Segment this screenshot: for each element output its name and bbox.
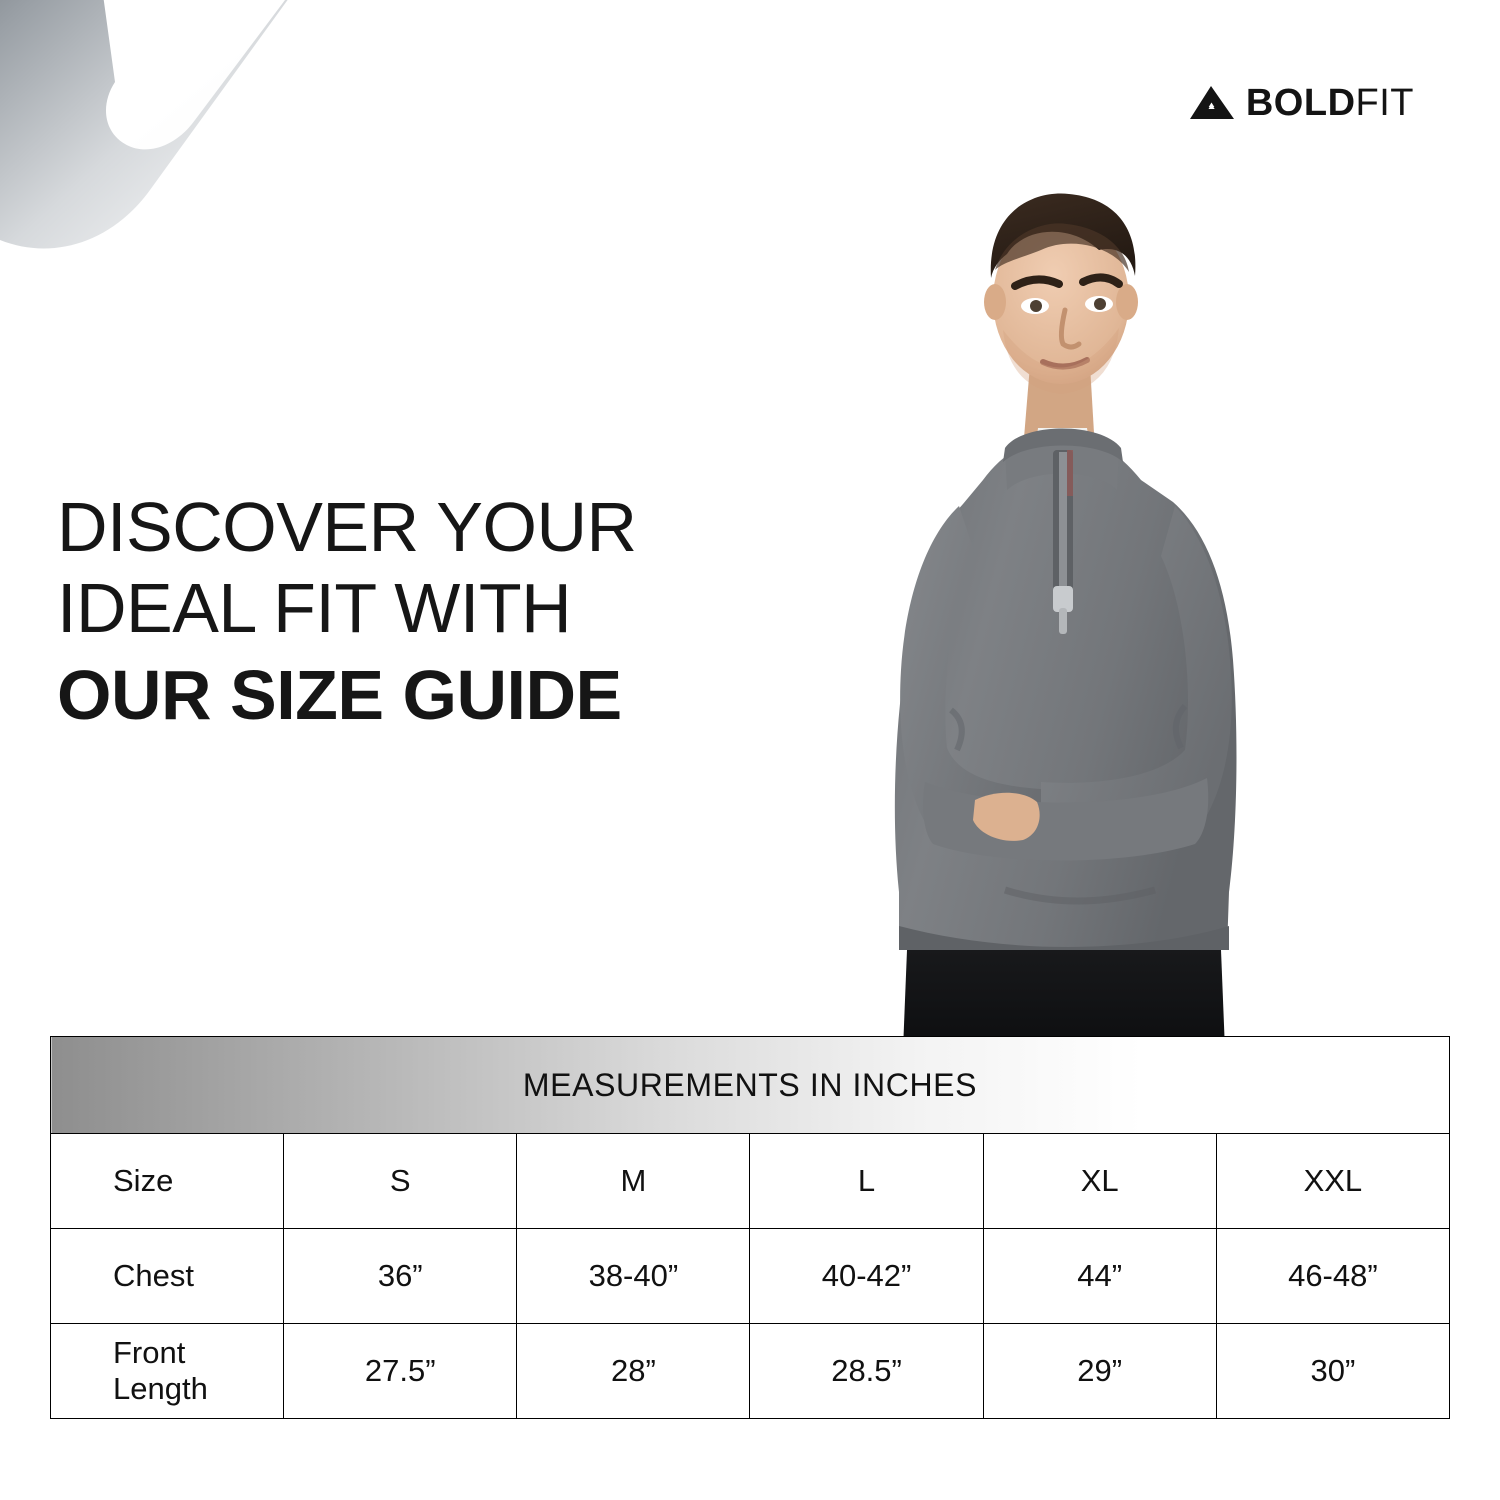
chest-l: 40-42” xyxy=(750,1229,983,1324)
size-chart-table xyxy=(50,1036,1450,1419)
product-model-image xyxy=(855,150,1325,1050)
headline-line-2: IDEAL FIT WITH xyxy=(57,569,572,648)
brand-name-bold: BOLD xyxy=(1245,82,1356,124)
row-label-chest: Chest xyxy=(51,1229,284,1324)
size-chart-header xyxy=(51,1037,1450,1134)
headline-line-3: OUR SIZE GUIDE xyxy=(57,656,622,735)
column-header-xxl: XXL xyxy=(1216,1134,1449,1229)
table-row xyxy=(51,1134,1450,1229)
column-header-size: Size xyxy=(51,1134,284,1229)
column-header-s: S xyxy=(284,1134,517,1229)
brand-name xyxy=(1246,84,1414,122)
column-header-xl: XL xyxy=(983,1134,1216,1229)
table-row xyxy=(51,1229,1450,1324)
front-length-s: 27.5” xyxy=(284,1324,517,1419)
table-row xyxy=(51,1324,1450,1419)
measurements-title: MEASUREMENTS IN INCHES xyxy=(51,1037,1450,1134)
front-length-m: 28” xyxy=(517,1324,750,1419)
decorative-swoosh-icon xyxy=(0,0,560,290)
chest-s: 36” xyxy=(284,1229,517,1324)
table-header-row xyxy=(51,1037,1450,1134)
front-length-l: 28.5” xyxy=(750,1324,983,1419)
headline-line-1: DISCOVER YOUR xyxy=(57,488,637,566)
chest-m: 38-40” xyxy=(517,1229,750,1324)
chest-xl: 44” xyxy=(983,1229,1216,1324)
chest-xxl: 46-48” xyxy=(1216,1229,1449,1324)
a-triangle-logo-icon xyxy=(1190,86,1234,120)
front-length-xl: 29” xyxy=(983,1324,1216,1419)
row-label-front-length: Front Length xyxy=(51,1324,284,1419)
page-title xyxy=(57,487,817,737)
front-length-xxl: 30” xyxy=(1216,1324,1449,1419)
brand-logo xyxy=(1190,84,1414,122)
brand-name-light: FIT xyxy=(1355,82,1414,124)
column-header-l: L xyxy=(750,1134,983,1229)
column-header-m: M xyxy=(517,1134,750,1229)
